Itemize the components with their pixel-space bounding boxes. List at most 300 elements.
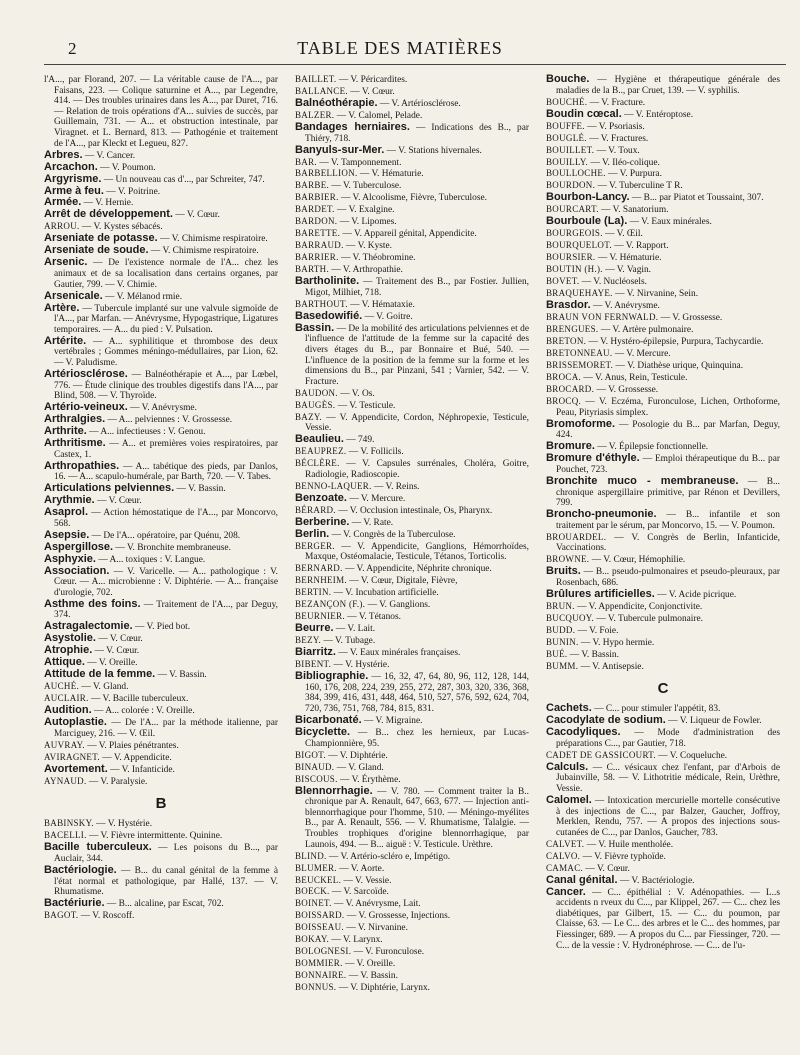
index-reference: — V. Cœur. (92, 646, 140, 657)
index-entry (295, 240, 529, 252)
index-term: BRISSEMORET. (546, 360, 614, 371)
index-term: BACELLI. (44, 830, 87, 841)
index-term: BEZANÇON (F.). (295, 599, 366, 610)
index-term: BARTH. (295, 264, 330, 275)
index-reference: — V. Fractures. (586, 133, 649, 144)
index-entry (295, 529, 529, 541)
index-reference: — V. Hystérie. (331, 660, 390, 671)
index-reference: — V. Plaies pénétrantes. (84, 740, 179, 751)
index-term: BOISSEAU. (295, 922, 344, 933)
index-entry (546, 601, 780, 613)
index-entry (546, 372, 780, 384)
index-term: BONNAIRE. (295, 970, 347, 981)
index-reference: — V. Migraine. (361, 716, 423, 727)
index-term: BOUILLY. (546, 156, 589, 167)
index-term: BEUCKEL. (295, 874, 342, 885)
index-reference: — A... tabétique des pieds, par Danlos, 16. — A... scapulo-humérale, par Barth, 720. — V. Tabes. (54, 461, 278, 483)
index-reference: — V. Artère pulmonaire. (598, 325, 694, 336)
index-reference: — 749. (343, 435, 375, 446)
index-reference: — V. Rate. (349, 517, 394, 528)
index-term: BOUFFE. (546, 120, 585, 131)
index-term: Brûlures artificielles. (546, 587, 655, 600)
index-entry (295, 216, 529, 228)
index-term: Bactériurie. (44, 897, 105, 910)
index-reference: — A... pelviennes : V. Grossesse. (105, 415, 233, 426)
index-reference: — V. Hystérie. (93, 819, 153, 830)
index-reference: — V. Reins. (371, 481, 420, 492)
index-term: Calomel. (546, 794, 592, 806)
index-entry (44, 764, 278, 776)
index-term: BRAUN VON FERNWALD. (546, 312, 659, 323)
index-entry (546, 453, 780, 475)
index-reference: — V. Lait. (333, 624, 376, 635)
index-entry (546, 875, 780, 887)
index-entry (546, 661, 780, 673)
index-entry (546, 637, 780, 649)
index-entry (44, 657, 278, 669)
index-reference: — V. Érythème. (337, 774, 401, 785)
index-entry (546, 228, 780, 240)
section-letter: C (657, 680, 669, 698)
index-term: CADET DE GASSICOURT. (546, 749, 656, 760)
index-entry (546, 133, 780, 145)
index-reference: — V. Hernie. (81, 198, 134, 209)
index-entry (546, 384, 780, 396)
index-term: Arseniate de potasse. (44, 232, 158, 245)
index-entry (546, 97, 780, 109)
index-entry (546, 851, 780, 863)
index-entry (44, 717, 278, 739)
index-entry (295, 647, 529, 659)
index-entry (546, 727, 780, 749)
index-entry (295, 898, 529, 910)
index-column-3 (546, 74, 780, 1042)
index-term: Atrophie. (44, 644, 93, 657)
index-term: BROCA. (546, 372, 582, 383)
index-entry (546, 625, 780, 637)
index-reference: — Intoxication mercurielle mortelle consécutive à des injections de C..., par Balzer, Gaucher, Joffroy, Merklen, Rendu, 757. — A propos des injections sous-cutanées de C..., par Danlos, Gaucher, 783. (556, 796, 780, 838)
index-entry (295, 958, 529, 970)
index-reference: — Emploi thérapeutique du B... par Pouchet, 723. (556, 454, 780, 475)
index-term: AUCHÉ. (44, 681, 80, 692)
index-term: BALLANCE. (295, 85, 348, 96)
index-term: BRETON. (546, 336, 587, 347)
index-term: BEAUPREZ. (295, 446, 347, 457)
index-reference: — B... chronique aspergillaire primitive, par Rénon et Devillers, 799. (556, 476, 780, 509)
index-reference: — V. 780. — Comment traiter la B.. chronique par A. Renault, 647, 663, 677. — Injection anti-blennorrhagique pour l'homme, 510. — Méningo-myélites B.., par A. Renault, 556. — V. Rhumatisme, Talalgie. — Troubles trophiques d'origine blennorrhagique, par Launois, 494. — B... aiguë : V. Testicule. Urèthre. (305, 786, 529, 850)
index-reference: — V. Tamponnement. (316, 157, 402, 168)
index-entry (295, 458, 529, 480)
page-header (38, 36, 762, 60)
index-reference: — V. Psoriasis. (584, 121, 645, 132)
index-reference: — Traitement des B.., par Fostier. Jullien, Migot, Milhiet, 718. (305, 277, 529, 298)
index-reference: — V. Liqueur de Fowler. (665, 716, 762, 727)
index-reference: — V. Iléo-colique. (588, 157, 660, 168)
index-entry (44, 402, 278, 414)
index-term: BOURSIER. (546, 252, 596, 263)
index-entry (546, 336, 780, 348)
index-term: Artérite. (44, 334, 87, 347)
index-reference: — Tubercule implanté sur une valvule sigmoïde de l'A..., par Marfan. — Anévrysme, Hypogastrique, Ligatures temporaires. — A... du pied : V. Pulsation. (54, 303, 278, 335)
index-term: Asepsie. (44, 528, 90, 541)
index-reference: — V. Nirvanine. (343, 923, 408, 934)
index-term: BOURCART. (546, 204, 599, 215)
index-entry (546, 312, 780, 324)
index-column-1 (44, 74, 278, 1042)
index-term: Astragalectomie. (44, 620, 133, 633)
index-reference: — V. Cœur. (94, 496, 142, 507)
index-term: BERGER. (295, 540, 335, 551)
index-term: AUCLAIR. (44, 693, 89, 704)
index-reference: — V. Oreille. (84, 658, 138, 669)
index-columns (44, 74, 786, 1042)
index-term: BOURGEOIS. (546, 228, 603, 239)
index-reference: — V. Bassin. (346, 971, 398, 982)
index-term: Bicarbonaté. (295, 714, 362, 727)
index-reference: — V. Tubage. (321, 636, 376, 647)
index-reference: — V. Acide picrique. (654, 589, 737, 600)
index-term: Broncho-pneumonie. (546, 508, 657, 521)
index-entry (295, 446, 529, 458)
index-entry (295, 204, 529, 216)
index-term: Benzoate. (295, 491, 347, 504)
index-reference: — V. Nirvanine, Sein. (612, 289, 699, 300)
index-entry (546, 157, 780, 169)
index-entry (546, 74, 780, 96)
index-term: Artère. (44, 301, 80, 314)
index-reference: — V. Anévrysme, Lait. (331, 899, 421, 910)
index-reference: — V. Cœur. (583, 863, 630, 874)
index-term: BOMMIER. (295, 958, 343, 969)
index-entry (295, 863, 529, 875)
index-reference: — V. Grossesse. (594, 385, 659, 396)
index-entry (295, 762, 529, 774)
index-reference: — V. Sarcoïde. (329, 887, 389, 898)
index-reference: — V. Grossesse. (658, 313, 723, 324)
index-term: Asphyxie. (44, 552, 96, 565)
index-entry (44, 150, 278, 162)
index-reference: — V. Poitrine. (103, 186, 161, 197)
index-reference: — Hygiène et thérapeutique générale des maladies de la B.., par Cruet, 139. — V. syphilis. (556, 75, 780, 96)
index-reference: — V. Fièvre intermittente. Quinine. (86, 831, 223, 842)
index-reference: — V. Congrès de la Tuberculose. (329, 529, 456, 540)
index-entry (295, 192, 529, 204)
index-term: CALVO. (546, 850, 581, 861)
index-term: BÉRARD. (295, 504, 336, 515)
index-term: Association. (44, 564, 110, 577)
index-entry (44, 740, 278, 752)
index-term: Bicyclette. (295, 726, 351, 739)
index-reference: — Indications des B.., par Thiéry, 718. (305, 122, 529, 144)
index-reference: — V. Hypo hermie. (578, 637, 655, 648)
index-term: Argyrisme. (44, 172, 102, 185)
index-term: Brasdor. (546, 299, 591, 312)
index-reference: — V. Kyste. (343, 241, 393, 252)
index-reference: — V. Capsules surrénales, Choléra, Goitre, Radiologie, Radioscopie. (305, 459, 529, 480)
index-reference: — V. Coqueluche. (655, 750, 728, 761)
index-reference: — A... toxiques : V. Langue. (95, 554, 206, 565)
header-rule (44, 64, 786, 65)
index-reference: — V. Os. (337, 388, 375, 399)
index-term: Beaulieu. (295, 433, 344, 446)
index-reference: — V. Vagin. (602, 265, 652, 276)
index-entry (295, 563, 529, 575)
index-reference: — A... et premières voies respiratoires, par Castex, 1. (54, 439, 278, 460)
index-entry (295, 323, 529, 388)
index-term: BAR. (295, 156, 317, 167)
index-reference: — V. Ganglions. (365, 600, 431, 611)
index-reference: — V. Pied bot. (132, 622, 191, 633)
index-term: BOUGLÉ. (546, 132, 587, 143)
index-reference: — V. Bassin. (567, 649, 619, 660)
index-reference: — A... colorée : V. Oreille. (91, 706, 195, 717)
index-term: BUMM. (546, 660, 579, 671)
index-term: BABINSKY. (44, 818, 94, 829)
index-entry (295, 168, 529, 180)
index-reference: — Un nouveau cas d'..., par Schreiter, 747. (101, 174, 265, 185)
index-reference: — V. Roscoff. (78, 911, 135, 922)
index-reference: — C... vésicaux chez l'enfant, par d'Arbois de Jubainville, 58. — V. Lithotritie médicale, Rein, Urèthre, Vessie. (556, 762, 780, 795)
index-entry (295, 493, 529, 505)
index-term: Bruits. (546, 565, 581, 578)
index-term: Cachets. (546, 702, 592, 715)
index-reference: — De l'A... par la méthode italienne, par Marciguey, 216. — V. Œil. (54, 718, 278, 739)
index-reference: — V. Vessie. (341, 875, 392, 886)
index-reference: — V. Exalgine. (334, 205, 395, 216)
index-entry (295, 311, 529, 323)
index-reference: — V. Varicelle. — A... pathologique : V. Cœur. — A... microbienne : V. Diphtérie. — A... française d'urologie, 702. (54, 566, 278, 598)
index-term: BARBIER. (295, 192, 339, 203)
page-number: 2 (68, 39, 77, 58)
index-entry (44, 257, 278, 290)
index-reference: — V. Entéroptose. (621, 109, 694, 120)
index-term: BEURNIER. (295, 611, 345, 622)
index-entry (44, 461, 278, 483)
index-reference: — V. Larynx. (329, 935, 383, 946)
index-term: CAMAC. (546, 862, 584, 873)
index-reference: — 16, 32, 47, 64, 80, 96, 112, 128, 144, 160, 176, 208, 224, 239, 255, 272, 287, 303, 320, 336, 368, 384, 399, 416, 431, 448, 464, 510, 527, 576, 592, 624, 704, 720, 736, 751, 768, 784, 815, 831. (305, 672, 529, 715)
index-entry (295, 982, 529, 994)
index-term: BOINET. (295, 898, 332, 909)
index-reference: — B... infantile et son traitement par le sérum, par Moncorvo, 15. — V. Poumon. (556, 510, 780, 531)
index-entry (295, 145, 529, 157)
index-entry (44, 426, 278, 438)
index-reference: — V. Toux. (594, 145, 640, 156)
index-term: BISCOUS. (295, 773, 338, 784)
index-reference: — V. Hématurie. (357, 169, 424, 180)
index-entry (295, 886, 529, 898)
index-term: BAGOT. (44, 910, 79, 921)
index-entry (44, 898, 278, 910)
index-entry (295, 750, 529, 762)
index-term: Arbres. (44, 148, 83, 161)
index-reference: — Traitement de l'A..., par Deguy, 374. (54, 599, 278, 621)
index-reference: — V. Eczéma, Furonculose, Lichen, Orthoforme, Peau, Pityriasis simplex. (556, 397, 780, 418)
index-reference: — V. Lipomes. (337, 217, 397, 228)
index-term: Bassin. (295, 321, 335, 334)
index-entry (295, 635, 529, 647)
index-entry (295, 671, 529, 714)
index-term: Bromure d'éthyle. (546, 452, 640, 465)
index-reference: — V. Bactériologie. (617, 875, 695, 886)
index-entry (546, 348, 780, 360)
index-reference: — V. Stations hivernales. (384, 145, 482, 156)
index-term: Autoplastie. (44, 716, 107, 729)
index-entry (44, 233, 278, 245)
index-reference: — A... syphilitique et thrombose des deux vertébrales ; Gommes méningo-médullaires, par Lion, 62. — V. Paludisme. (54, 336, 278, 368)
index-reference: — V. Testicule. (335, 400, 396, 411)
index-term: Biarritz. (295, 646, 336, 659)
index-term: BROUARDEL. (546, 531, 607, 542)
index-entry (44, 245, 278, 257)
index-term: BOISSARD. (295, 910, 345, 921)
index-reference: — V. Occlusion intestinale, Os, Pharynx. (335, 505, 493, 516)
index-reference: — Posologie du B... par Marfan, Deguy, 424. (556, 419, 780, 441)
index-entry (295, 970, 529, 982)
index-entry (546, 264, 780, 276)
index-reference: — V. Gland. (79, 682, 129, 693)
index-term: BARRAUD. (295, 240, 344, 251)
index-entry (44, 776, 278, 788)
index-entry (295, 659, 529, 671)
index-entry (295, 517, 529, 529)
index-entry (546, 324, 780, 336)
index-reference: — V. Eaux minérales. (627, 217, 712, 228)
index-entry (546, 750, 780, 762)
index-term: Arthropathies. (44, 459, 120, 472)
index-entry (546, 121, 780, 133)
index-entry (295, 122, 529, 144)
index-entry (295, 934, 529, 946)
index-reference: — V. Épilepsie fonctionnelle. (594, 442, 709, 453)
index-entry (295, 299, 529, 311)
index-term: AUVRAY. (44, 739, 85, 750)
index-entry (295, 611, 529, 623)
index-reference: — V. Bronchite membraneuse. (113, 542, 231, 553)
index-term: BRETONNEAU. (546, 348, 613, 359)
index-reference: — V. Mercure. (612, 349, 671, 360)
index-term: Asaprol. (44, 506, 89, 519)
index-term: BRAQUEHAYE. (546, 288, 613, 299)
index-term: BUÉ. (546, 648, 568, 659)
index-entry (546, 145, 780, 157)
index-term: AVIRAGNET. (44, 751, 100, 762)
index-reference: — V. Gland. (334, 762, 384, 773)
index-entry (546, 703, 780, 715)
index-term: Bibliographie. (295, 670, 369, 683)
index-entry (546, 532, 780, 554)
index-reference: — V. Purpura. (605, 169, 662, 180)
index-entry (295, 910, 529, 922)
index-term: BINAUD. (295, 761, 335, 772)
index-reference: — V. Foie. (575, 625, 619, 636)
index-term: Boudin cœcal. (546, 107, 622, 120)
index-term: Canal génital. (546, 873, 618, 886)
index-term: BLIND. (295, 850, 327, 861)
index-reference: — De l'A... opératoire, par Quénu, 208. (89, 530, 241, 541)
index-entry (546, 762, 780, 795)
index-term: ARROU. (44, 221, 80, 232)
index-entry (546, 360, 780, 372)
index-term: Arsenicale. (44, 289, 103, 302)
index-term: Beurre. (295, 622, 334, 635)
index-entry (295, 541, 529, 563)
index-reference: — V. Rapport. (611, 241, 669, 252)
index-reference: — V. Cœur. (95, 634, 143, 645)
index-entry (44, 599, 278, 621)
index-reference: — V. Antisepsie. (578, 661, 644, 672)
index-entry (546, 795, 780, 838)
index-column-2 (295, 74, 529, 1042)
index-entry (546, 613, 780, 625)
index-entry (546, 566, 780, 588)
index-entry (295, 412, 529, 434)
index-term: BROCQ. (546, 396, 582, 407)
section-letter: B (155, 795, 167, 813)
index-term: BROWNE. (546, 554, 590, 565)
index-entry (44, 865, 278, 898)
index-term: BERNARD. (295, 563, 343, 574)
index-reference: l'A..., par Florand, 207. — La véritable cause de l'A..., par Faisans, 223. — Colique saturnine et A..., par Legendre, 414. — Des troubles urinaires dans les A..., par Duret, 716. — Relation de trois opérations d'A... suivies de succès, par Guillemain, 731. — A... et obstruction intestinale, par Viragnet. et L. Bernard, 813. — Pathogénie et traitement de l'A..., par Kleckt et Legueu, 827. (44, 75, 278, 149)
index-reference: — B... pseudo-pulmonaires et pseudo-pleuraux, par Rosenbach, 686. (556, 567, 780, 588)
index-entry (546, 715, 780, 727)
index-reference: — V. Diathèse urique, Quinquina. (613, 361, 744, 372)
index-entry (44, 693, 278, 705)
index-reference: — V. Cœur. (172, 210, 220, 221)
index-reference: — C... épithélial : V. Adénopathies. — L..s accidents n rveux du C..., par Klippel, 267. — C... chez les diabétiques, par Gilbert, 15. — C... du poumon, par Claisse, 63. — Le C... des arbres et le C... des hommes, par Fiessinger, 689. — A propos du C... par Fiessinger, 720. — C... de la vessie : V. Hydronéphrose. — C... de l'u- (556, 887, 780, 951)
index-reference: — V. Artériosclérose. (377, 98, 461, 109)
index-entry (44, 566, 278, 599)
index-entry (295, 276, 529, 298)
index-entry (295, 851, 529, 863)
index-reference: — V. Appendicite, Conjonctivite. (574, 601, 703, 612)
index-entry (546, 649, 780, 661)
index-reference: — V. Bacille tuberculeux. (88, 694, 189, 705)
index-reference: — V. Goitre. (362, 311, 413, 322)
index-term: Arthritisme. (44, 437, 106, 450)
index-entry (295, 264, 529, 276)
index-entry (44, 554, 278, 566)
index-term: BARBE. (295, 180, 330, 191)
index-entry (295, 715, 529, 727)
index-term: BOUTIN (H.). (546, 264, 603, 275)
index-reference: — V. Nucléosels. (579, 277, 648, 288)
index-entry (295, 252, 529, 264)
index-term: Berlin. (295, 527, 330, 540)
index-entry (546, 252, 780, 264)
index-reference: — V. Théobromine. (338, 253, 416, 264)
index-term: Balnéothérapie. (295, 96, 378, 109)
index-entry (546, 589, 780, 601)
index-term: Bartholinite. (295, 275, 360, 288)
index-entry (295, 400, 529, 412)
index-term: BIGOT. (295, 749, 326, 760)
index-reference: — V. Infanticide. (107, 764, 175, 775)
index-reference: — De la mobilité des articulations pelviennes et de l'influence de l'attitude de la femme sur la capacité des divers étages du B.., par Bonnaire et Bué, 540. — L'influence de la position de la femme sur la forme et les dimensions du B.., par Pinzani, 541 ; Varnier, 542. — V. Fracture. (305, 323, 529, 387)
index-term: Attitude de la femme. (44, 668, 156, 681)
index-reference: — V. Cancer. (82, 150, 136, 161)
index-reference: — V. Kystes sébacés. (79, 222, 163, 233)
index-entry (546, 276, 780, 288)
index-reference: — V. Hystéro-épilepsie, Purpura, Tachycardie. (586, 337, 764, 348)
index-entry (44, 842, 278, 864)
index-term: Aspergillose. (44, 540, 114, 553)
index-reference: — V. Tuberculine T R. (595, 181, 683, 192)
index-reference: — B... par Piatot et Toussaint, 307. (629, 193, 764, 204)
index-term: Bourboule (La). (546, 215, 628, 228)
index-reference: — V. Poumon. (97, 162, 156, 173)
index-entry (295, 388, 529, 400)
